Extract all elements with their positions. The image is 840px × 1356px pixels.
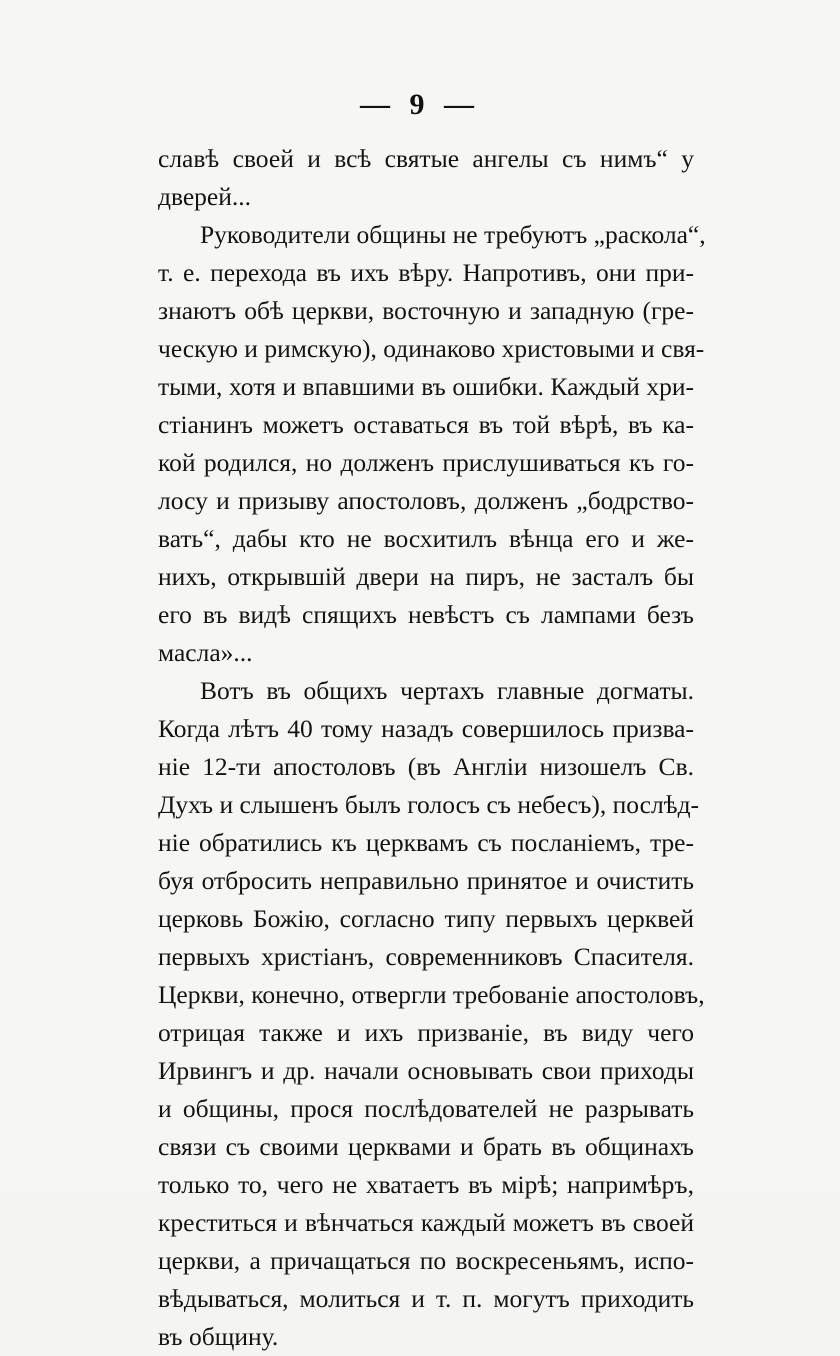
text-line: масла»... — [158, 638, 253, 667]
page-number: — 9 — — [360, 88, 480, 121]
text-line: связи съ своими церквами и брать въ общинахъ — [158, 1132, 694, 1161]
text-line: церковь Божію, согласно типу первыхъ церквей — [158, 904, 694, 933]
text-line: вѣдываться, молиться и т. п. могутъ приходить — [158, 1284, 694, 1313]
text-line: славѣ своей и всѣ святые ангелы съ нимъ“ у — [158, 144, 694, 173]
text-line: Церкви, конечно, отвергли требованіе апостоловъ, — [158, 980, 705, 1009]
text-line: отрицая также и ихъ призваніе, въ виду чего — [158, 1018, 694, 1047]
text-line: дверей... — [158, 182, 252, 211]
text-line: Руководители общины не требуютъ „раскола“, — [200, 220, 706, 249]
text-line: въ общину. — [158, 1322, 279, 1351]
text-line: церкви, а причащаться по воскресеньямъ, испо- — [158, 1246, 694, 1275]
text-line: креститься и вѣнчаться каждый можетъ въ своей — [158, 1208, 694, 1237]
text-line: Когда лѣтъ 40 тому назадъ совершилось призва- — [158, 714, 694, 743]
text-line: только то, чего не хватаетъ въ мірѣ; напримѣръ, — [158, 1170, 694, 1199]
text-line: и общины, прося послѣдователей не разрывать — [158, 1094, 694, 1123]
text-line: стіанинъ можетъ оставаться въ той вѣрѣ, въ ка- — [158, 410, 694, 439]
text-line: Вотъ въ общихъ чертахъ главные догматы. — [200, 676, 694, 705]
text-line: Ирвингъ и др. начали основывать свои приходы — [158, 1056, 694, 1085]
text-line: первыхъ христіанъ, современниковъ Спасителя. — [158, 942, 694, 971]
body-text — [158, 140, 706, 1356]
text-line: ческую и римскую), одинаково христовыми и свя- — [158, 334, 705, 363]
text-line: знаютъ обѣ церкви, восточную и западную (гре- — [158, 296, 694, 325]
text-line: буя отбросить неправильно принятое и очистить — [158, 866, 694, 895]
text-line: вать“, дабы кто не восхитилъ вѣнца его и же- — [158, 524, 694, 553]
text-line: его въ видѣ спящихъ невѣстъ съ лампами безъ — [158, 600, 694, 629]
text-line: лосу и призыву апостоловъ, долженъ „бодрство- — [158, 486, 694, 515]
text-line: ніе 12-ти апостоловъ (въ Англіи низошелъ Св. — [158, 752, 694, 781]
text-line: тыми, хотя и впавшими въ ошибки. Каждый хри- — [158, 372, 694, 401]
text-line: нихъ, открывшій двери на пиръ, не засталъ бы — [158, 562, 694, 591]
text-line: кой родился, но долженъ прислушиваться къ го- — [158, 448, 694, 477]
text-line: ніе обратились къ церквамъ съ посланіемъ, тре- — [158, 828, 694, 857]
text-line: т. е. перехода въ ихъ вѣру. Напротивъ, они при- — [158, 258, 694, 287]
text-line: Духъ и слышенъ былъ голосъ съ небесъ), послѣд- — [158, 790, 700, 819]
